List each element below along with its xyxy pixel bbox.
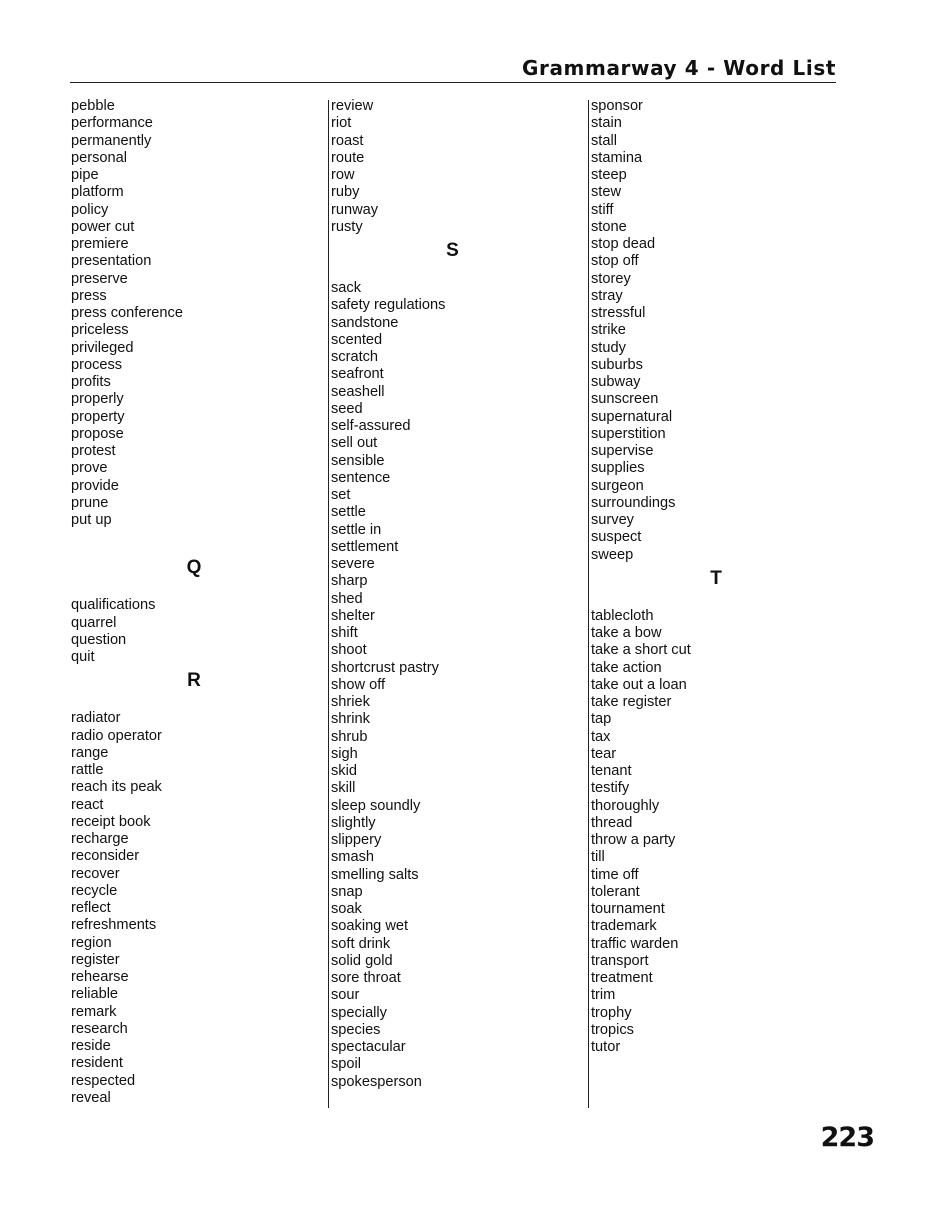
word-entry: property [71,408,125,425]
word-entry: till [591,849,605,866]
word-entry: tap [591,711,612,728]
word-entry: slippery [331,832,382,848]
word-entry: solid gold [331,952,393,969]
word-entry: pipe [71,167,99,183]
letter-heading: Q [186,557,202,579]
word-entry: react [71,796,104,813]
word-entry: stop off [591,253,639,270]
word-entry: reveal [71,1089,111,1106]
word-entry: quarrel [71,614,117,631]
word-entry: seafront [331,366,384,383]
word-entry: trim [591,987,616,1004]
word-entry: soft drink [331,935,391,952]
word-entry: shed [331,590,363,607]
word-entry: superstition [591,425,666,442]
word-entry: settle in [331,521,382,538]
word-entry: register [71,951,120,968]
word-entry: seashell [331,383,385,400]
header-divider [70,82,836,83]
word-entry: supernatural [591,408,673,425]
word-entry: tolerant [591,883,640,900]
word-entry: stamina [591,149,643,166]
word-entry: preserve [71,270,128,287]
word-entry: review [331,98,374,114]
word-entry: runway [331,201,379,218]
word-entry: receipt book [71,813,151,830]
word-entry: sandstone [331,314,399,331]
word-column-2 [331,98,581,1091]
word-entry: soaking wet [331,918,409,935]
word-entry: route [331,149,365,166]
word-entry: press [71,287,107,304]
word-entry: thoroughly [591,797,660,814]
word-entry: survey [591,512,634,528]
word-entry: reach its peak [71,779,162,796]
word-entry: tropics [591,1021,634,1038]
word-entry: personal [71,149,127,166]
page-header-title: Grammarway 4 - Word List [521,56,836,80]
word-entry: shriek [331,694,370,710]
letter-heading: T [710,567,722,589]
word-entry: press conference [71,305,183,321]
word-entry: sell out [331,435,378,452]
word-entry: stray [591,287,623,304]
word-entry: sharp [331,573,368,590]
word-entry: remark [71,1003,117,1020]
word-entry: shift [331,625,358,641]
word-entry: row [331,167,355,183]
word-entry: scratch [331,349,379,365]
word-entry: performance [71,115,153,132]
word-entry: tutor [591,1039,621,1055]
word-entry: sour [331,987,360,1004]
word-entry: take out a loan [591,676,687,693]
word-entry: suspect [591,529,642,546]
word-entry: question [71,631,127,648]
word-entry: reflect [71,900,111,916]
word-entry: rattle [71,762,104,778]
word-entry: rusty [331,218,363,235]
word-entry: prove [71,460,108,477]
word-entry: settlement [331,538,399,555]
word-entry: self-assured [331,418,411,434]
word-entry: process [71,356,123,373]
word-entry: sensible [331,452,385,469]
word-entry: research [71,1020,128,1037]
word-entry: region [71,934,112,951]
word-entry: sunscreen [591,391,659,408]
word-entry: seed [331,400,363,417]
word-entry: stop dead [591,236,656,252]
word-entry: recharge [71,831,129,847]
word-entry: propose [71,425,124,442]
word-entry: prune [71,494,109,511]
word-entry: sentence [331,469,391,486]
word-entry: recycle [71,882,118,899]
word-entry: soak [331,901,362,917]
word-entry: tear [591,745,617,762]
word-entry: stiff [591,201,614,218]
word-entry: tax [591,728,611,745]
word-entry: sore throat [331,970,401,986]
section-spacer [71,529,321,553]
word-entry: refreshments [71,917,157,934]
word-entry: premiere [71,236,129,252]
word-entry: stall [591,132,617,149]
word-entry: reside [71,1038,111,1054]
word-entry: privileged [71,339,134,356]
word-entry: set [331,487,351,503]
word-entry: reliable [71,986,119,1003]
word-entry: properly [71,391,124,408]
word-entry: policy [71,201,109,218]
word-entry: shoot [331,642,367,659]
word-entry: snap [331,883,363,900]
word-entry: provide [71,477,119,494]
word-entry: trademark [591,918,657,935]
column-divider [328,100,329,1108]
word-entry: specially [331,1004,387,1021]
word-entry: surroundings [591,494,676,511]
word-entry: supplies [591,460,645,477]
word-entry: take action [591,659,662,676]
word-entry: sponsor [591,98,643,114]
word-entry: species [331,1021,381,1038]
word-entry: settle [331,504,366,521]
word-entry: spoil [331,1056,362,1073]
word-entry: supervise [591,443,654,459]
word-entry: scented [331,331,383,348]
word-entry: smelling salts [331,866,419,883]
word-entry: shrink [331,711,370,728]
word-entry: testify [591,780,630,797]
word-entry: subway [591,374,641,390]
word-entry: permanently [71,132,152,149]
word-entry: put up [71,512,112,528]
word-entry: safety regulations [331,297,446,314]
word-entry: traffic warden [591,935,679,952]
word-entry: treatment [591,970,653,986]
word-entry: respected [71,1072,136,1089]
word-entry: shelter [331,607,375,624]
word-entry: trophy [591,1004,632,1021]
word-entry: rehearse [71,969,129,985]
word-entry: presentation [71,253,152,270]
word-entry: strike [591,322,626,339]
page-number: 223 [820,1122,874,1153]
word-entry: suburbs [591,356,643,373]
word-entry: time off [591,866,639,883]
word-entry: protest [71,443,116,459]
word-entry: riot [331,115,352,132]
word-entry: qualifications [71,597,156,614]
word-entry: reconsider [71,848,140,865]
word-entry: pebble [71,98,115,114]
word-entry: roast [331,132,364,149]
word-entry: shortcrust pastry [331,659,439,676]
word-entry: sweep [591,546,634,563]
word-entry: spokesperson [331,1073,422,1090]
word-entry: radiator [71,710,121,727]
word-entry: skill [331,780,356,797]
word-entry: skid [331,763,357,779]
word-entry: power cut [71,218,135,235]
word-entry: platform [71,184,124,201]
word-entry: stone [591,218,627,235]
word-entry: study [591,339,626,356]
word-entry: profits [71,374,111,390]
word-entry: thread [591,814,633,831]
word-entry: take a bow [591,625,662,641]
word-entry: transport [591,952,649,969]
word-entry: slightly [331,814,376,831]
word-entry: tenant [591,763,632,779]
word-entry: stressful [591,305,646,321]
word-entry: quit [71,649,95,665]
word-entry: take register [591,694,672,710]
word-entry: resident [71,1055,123,1072]
word-entry: surgeon [591,477,644,494]
word-entry: recover [71,865,120,882]
word-entry: spectacular [331,1039,406,1055]
word-entry: range [71,744,109,761]
word-entry: storey [591,270,631,287]
word-entry: smash [331,849,374,866]
word-entry: radio operator [71,727,162,744]
word-entry: severe [331,556,375,572]
word-entry: priceless [71,322,129,339]
word-entry: throw a party [591,832,676,848]
word-entry: shrub [331,728,368,745]
word-column-1 [71,98,321,1107]
word-entry: sleep soundly [331,797,421,814]
word-entry: take a short cut [591,642,691,659]
word-entry: stain [591,115,622,132]
word-entry: tournament [591,901,665,917]
letter-heading: R [187,670,201,692]
word-column-3 [591,98,841,1056]
word-entry: tablecloth [591,607,654,624]
word-entry: ruby [331,184,360,201]
letter-heading: S [446,240,459,261]
column-divider [588,100,589,1108]
word-entry: sigh [331,745,358,762]
word-entry: sack [331,280,362,296]
word-entry: show off [331,676,386,693]
word-entry: stew [591,184,622,201]
word-entry: steep [591,167,627,183]
